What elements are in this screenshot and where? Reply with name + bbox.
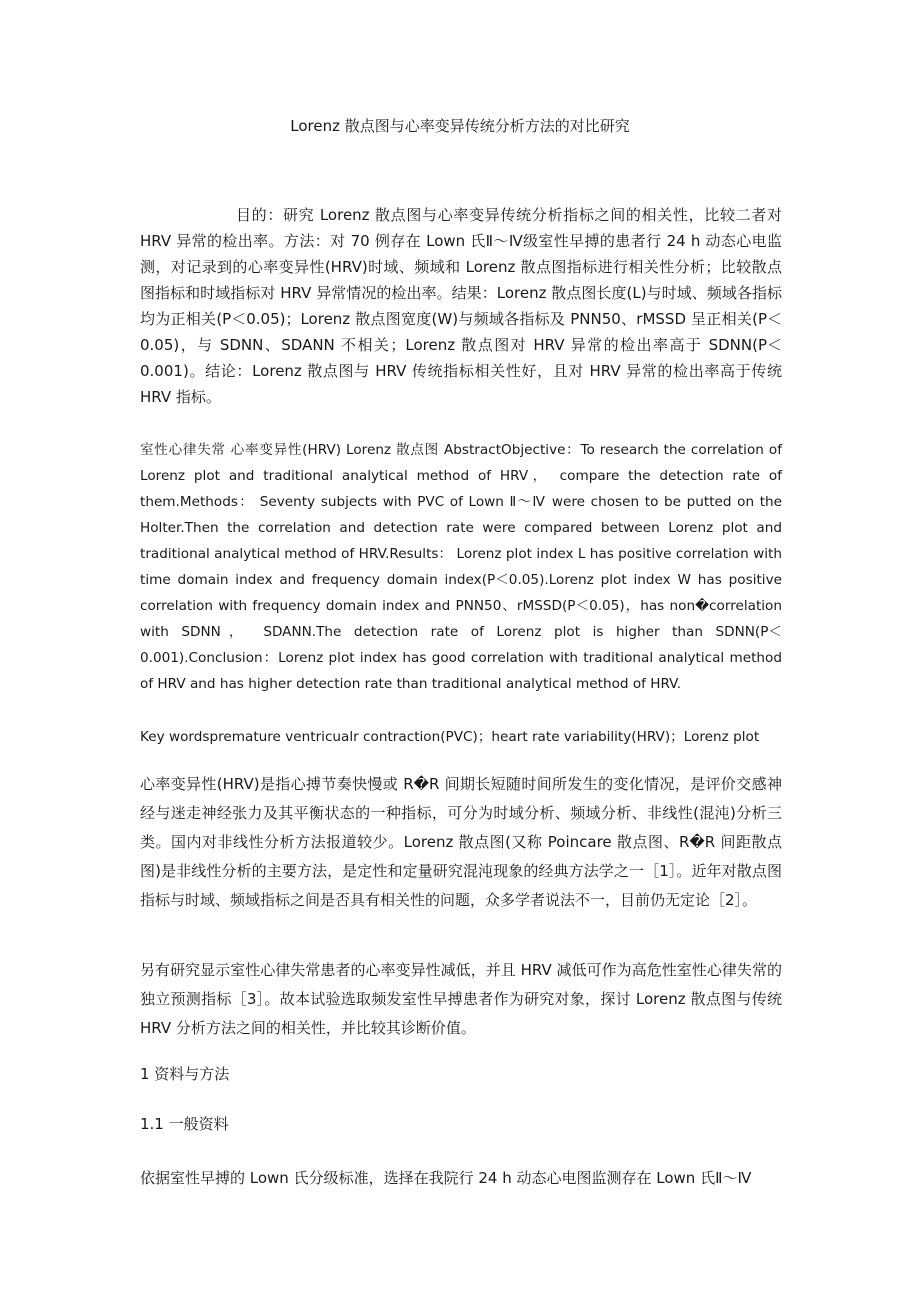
keywords: Key wordspremature ventricualr contraction(PVC)；heart rate variability(HRV)；Lorenz plot xyxy=(140,729,760,745)
section-heading-1-1: 1.1 一般资料 xyxy=(140,1115,229,1133)
abstract-chinese: 目的：研究 Lorenz 散点图与心率变异传统分析指标之间的相关性，比较二者对 HRV 异常的检出率。方法：对 70 例存在 Lown 氏Ⅱ～Ⅳ级室性早搏的患者行 24 h 动态心电监测，对记录到的心率变异性(HRV)时域、频域和 Lorenz 散点图指标进行相关性分析；比较散点图指标和时域指标对 HRV 异常情况的检出率。结果：Lorenz 散点图长度(L)与时域、频域各指标均为正相关(P＜0.05)；Lorenz 散点图宽度(W)与频域各指标及 PNN50、rMSSD 呈正相关(P＜0.05)，与 SDNN、SDANN 不相关；Lorenz 散点图对 HRV 异常的检出率高于 SDNN(P＜0.001)。结论：Lorenz 散点图与 HRV 传统指标相关性好，且对 HRV 异常的检出率高于传统 HRV 指标。 xyxy=(140,206,782,406)
section-heading-1: 1 资料与方法 xyxy=(140,1065,230,1083)
body-paragraph-3: 依据室性早搏的 Lown 氏分级标准，选择在我院行 24 h 动态心电图监测存在 Lown 氏Ⅱ～Ⅳ xyxy=(140,1169,752,1187)
body-paragraph-2: 另有研究显示室性心律失常患者的心率变异性减低，并且 HRV 减低可作为高危性室性心律失常的独立预测指标［3］。故本试验选取频发室性早搏患者作为研究对象，探讨 Lorenz 散点图与传统 HRV 分析方法之间的相关性，并比较其诊断价值。 xyxy=(140,961,782,1037)
abstract-english: 室性心律失常 心率变异性(HRV) Lorenz 散点图 AbstractObjective：To research the correlation of Lorenz plot and traditional analytical method of HRV， compare the detection rate of them.Methods： Seventy subjects with PVC of Lown Ⅱ～Ⅳ were chosen to be putted on the Holter.Then the correlation and detection rate were compared between Lorenz plot and traditional analytical method of HRV.Results： Lorenz plot index L has positive correlation with time domain index and frequency domain index(P＜0.05).Lorenz plot index W has positive correlation with frequency domain index and PNN50、rMSSD(P＜0.05)，has non�correlation with SDNN， SDANN.The detection rate of Lorenz plot is higher than SDNN(P＜0.001).Conclusion：Lorenz plot index has good correlation with traditional analytical method of HRV and has higher detection rate than traditional analytical method of HRV. xyxy=(140,442,782,692)
document-title: Lorenz 散点图与心率变异传统分析方法的对比研究 xyxy=(290,117,630,135)
body-paragraph-1: 心率变异性(HRV)是指心搏节奏快慢或 R�R 间期长短随时间所发生的变化情况，是评价交感神经与迷走神经张力及其平衡状态的一种指标，可分为时域分析、频域分析、非线性(混沌)分析三类。国内对非线性分析方法报道较少。Lorenz 散点图(又称 Poincare 散点图、R�R 间距散点图)是非线性分析的主要方法，是定性和定量研究混沌现象的经典方法学之一［1］。近年对散点图指标与时域、频域指标之间是否具有相关性的问题，众多学者说法不一，目前仍无定论［2］。 xyxy=(140,775,782,909)
